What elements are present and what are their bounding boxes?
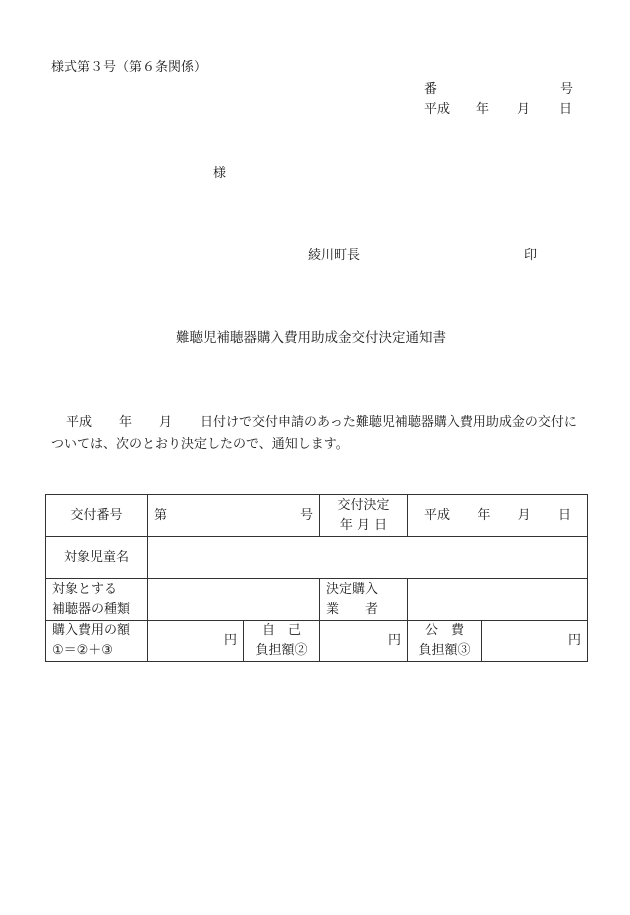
vendor-value <box>408 579 588 621</box>
body-paragraph <box>51 412 581 456</box>
table-row <box>46 537 588 579</box>
body-year: 年 <box>119 415 133 430</box>
cost-label-line1: 購入費用の額 <box>52 623 131 638</box>
cost-yen-unit: 円 <box>223 633 237 648</box>
table-row <box>46 579 588 621</box>
decision-date-label-line2: 年 月 日 <box>339 517 388 533</box>
table-row <box>46 495 588 537</box>
public-burden-label-line2: 負担額③ <box>418 643 471 658</box>
recipient-honorific: 様 <box>213 166 227 181</box>
document-number-suffix: 号 <box>560 82 574 97</box>
device-type-value <box>148 579 320 621</box>
self-burden-yen-unit: 円 <box>387 633 401 648</box>
device-type-label <box>46 579 148 621</box>
device-type-label-line2: 補聴器の種類 <box>52 601 131 617</box>
vendor-label <box>320 579 408 621</box>
table-row <box>46 621 588 662</box>
grant-number-suffix: 号 <box>299 507 313 523</box>
issue-date <box>424 103 572 116</box>
body-text: 日付けで交付申請のあった難聴児補聴器購入費用助成金の交付については、次のとおり決定したので、通知します。 <box>51 415 577 452</box>
cost-label <box>46 621 148 662</box>
decision-date-month: 月 <box>517 507 531 523</box>
decision-date-year: 年 <box>477 507 491 523</box>
issue-date-year: 年 <box>476 102 490 117</box>
issuer-name: 綾川町長 <box>308 248 361 263</box>
grant-number-label: 交付番号 <box>46 495 148 537</box>
public-burden-value <box>482 621 588 662</box>
cost-label-line2: ①＝②＋③ <box>52 643 113 658</box>
document-number-label: 番 <box>424 82 438 97</box>
body-month: 月 <box>159 415 173 430</box>
decision-date-day: 日 <box>557 507 571 523</box>
public-burden-yen-unit: 円 <box>567 633 581 648</box>
public-burden-label-line1: 公 費 <box>424 623 464 638</box>
issue-date-era: 平成 <box>424 102 451 117</box>
decision-date-cell <box>408 495 588 537</box>
decision-date-label-line1: 交付決定 <box>337 497 390 513</box>
document-title: 難聴児補聴器購入費用助成金交付決定通知書 <box>176 330 446 346</box>
self-burden-label-line1: 自 己 <box>261 623 301 638</box>
issue-date-month: 月 <box>517 102 531 117</box>
decision-date-era: 平成 <box>424 507 451 523</box>
child-name-value <box>148 537 588 579</box>
vendor-label-line2: 業 者 <box>326 601 379 617</box>
self-burden-value <box>320 621 408 662</box>
decision-date-label <box>320 495 408 537</box>
notification-table <box>45 494 588 662</box>
grant-number-prefix: 第 <box>154 507 168 523</box>
body-era: 平成 <box>66 415 93 430</box>
vendor-label-line1: 決定購入 <box>326 581 379 597</box>
grant-number-cell <box>148 495 320 537</box>
seal-mark: 印 <box>524 248 538 263</box>
public-burden-label <box>408 621 482 662</box>
cost-value <box>148 621 244 662</box>
form-number: 様式第３号（第６条関係） <box>51 60 208 75</box>
device-type-label-line1: 対象とする <box>52 581 118 597</box>
issue-date-day: 日 <box>559 102 573 117</box>
child-name-label: 対象児童名 <box>46 537 148 579</box>
self-burden-label <box>244 621 320 662</box>
self-burden-label-line2: 負担額② <box>255 643 308 658</box>
